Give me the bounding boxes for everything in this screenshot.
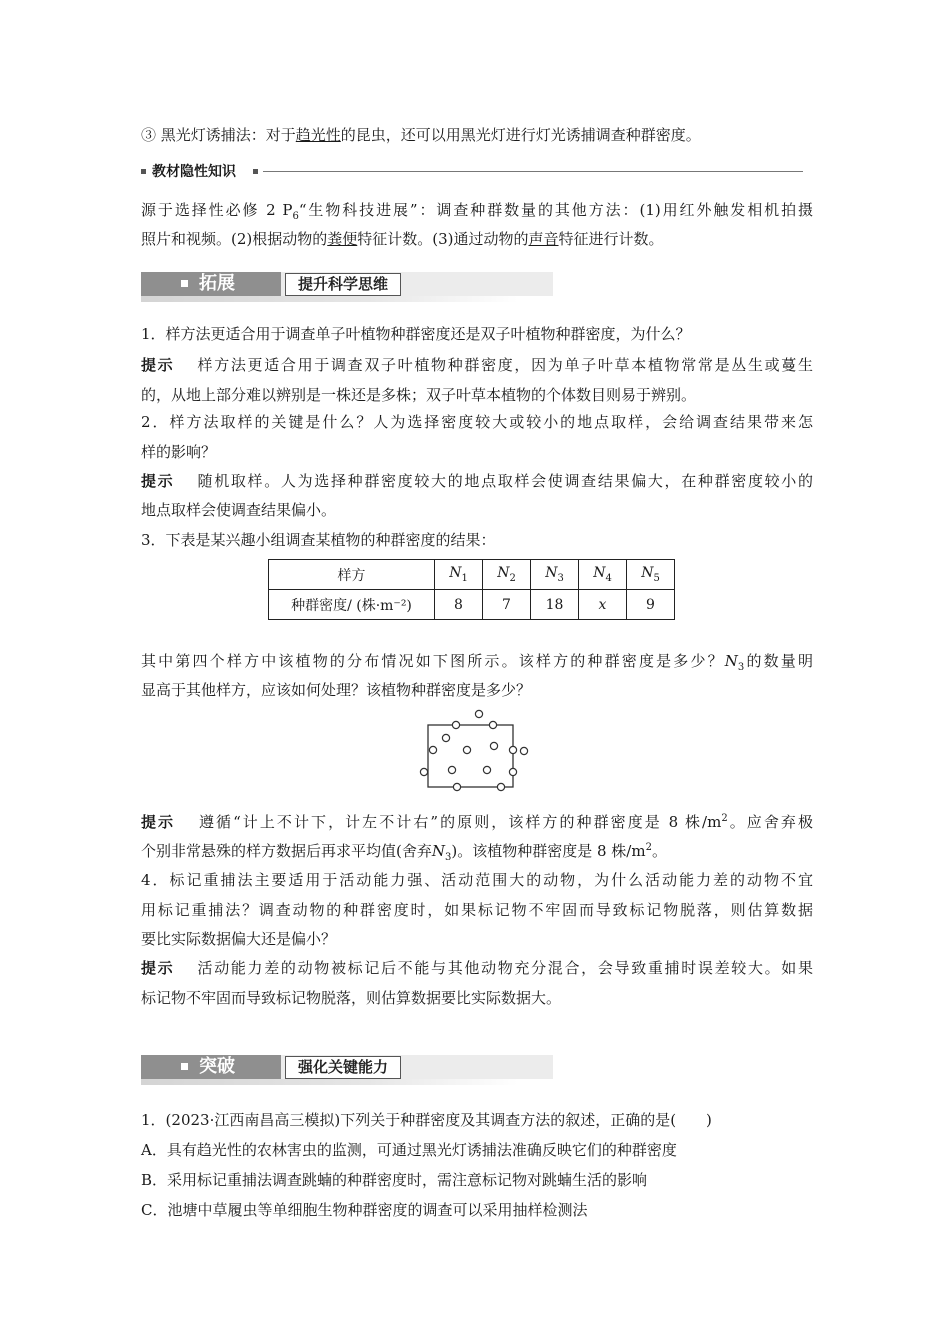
table-cell: 18 xyxy=(531,590,579,620)
question-4-line-3: 要比实际数据偏大还是偏小？ xyxy=(141,930,337,948)
plant-dot xyxy=(497,783,504,790)
plant-dot xyxy=(429,746,436,753)
hidden-line-2 xyxy=(141,229,813,249)
plant-dot xyxy=(483,766,490,773)
table-cell: x xyxy=(579,590,627,620)
answer-2-line-2: 地点取样会使调查结果偏小。 xyxy=(141,501,337,519)
answer-text: 。应舍弃极 xyxy=(727,813,813,831)
plant-dot xyxy=(420,768,427,775)
plant-dot xyxy=(509,746,516,753)
question-3: 3．下表是某兴趣小组调查某植物的种群密度的结果： xyxy=(141,531,496,549)
answer-text: 活动能力差的动物被标记后不能与其他动物充分混合，会导致重捕时误差较大。如果 xyxy=(197,959,813,977)
table-header-row xyxy=(269,560,675,590)
method3-text-b: 的昆虫，还可以用黑光灯进行灯光诱捕调查种群密度。 xyxy=(340,126,701,144)
mc-option-a: A．具有趋光性的农林害虫的监测，可通过黑光灯诱捕法准确反映它们的种群密度 xyxy=(141,1141,677,1159)
answer-4-line-1 xyxy=(141,958,813,978)
plant-dot xyxy=(463,746,470,753)
quadrat-square xyxy=(428,725,513,787)
plant-dot xyxy=(509,768,516,775)
plant-dot xyxy=(442,734,449,741)
heading-bullet-left xyxy=(141,169,146,174)
hidden-text: 照片和视频。(2)根据动物的 xyxy=(141,230,328,248)
table-header-cell: $N_4$ xyxy=(579,560,627,590)
table-header-cell: 样方 xyxy=(269,560,435,590)
answer-1-line-2: 的，从地上部分难以辨别是一株还是多株；双子叶草本植物的个体数目则易于辨别。 xyxy=(141,386,697,404)
mc-question-1: 1．(2023·江西南昌高三模拟)下列关于种群密度及其调查方法的叙述，正确的是( ) xyxy=(141,1111,712,1129)
answer-text: )。该植物种群密度是 8 株/m xyxy=(451,842,646,860)
plant-dot xyxy=(453,783,460,790)
answer-3-line-2: 个别非常悬殊的样方数据后再求平均值(舍弃$N_3$)。该植物种群密度是 8 株$/m^2$。 xyxy=(141,842,667,863)
question-text: 的数量明 xyxy=(744,652,813,670)
hidden-text: “生物科技进展”：调查种群数量的其他方法：(1)用红外触发相机拍摄 xyxy=(298,201,813,219)
table-cell: 8 xyxy=(435,590,483,620)
question-1: 1．样方法更适合用于调查单子叶植物种群密度还是双子叶植物种群密度，为什么？ xyxy=(141,325,691,343)
plant-dot xyxy=(490,742,497,749)
banner-tag: 突破 xyxy=(199,1056,235,1077)
question-2-line-2: 样的影响？ xyxy=(141,443,217,461)
question-4-line-1: 4．标记重捕法主要适用于活动能力强、活动范围大的动物，为什么活动能力差的动物不宜 xyxy=(141,871,813,889)
answer-text: 个别非常悬殊的样方数据后再求平均值(舍弃 xyxy=(141,842,432,860)
answer-text: 随机取样。人为选择种群密度较大的地点取样会使调查结果偏大，在种群密度较小的 xyxy=(197,472,813,490)
mc-option-b: B．采用标记重捕法调查跳蝻的种群密度时，需注意标记物对跳蝻生活的影响 xyxy=(141,1171,648,1189)
hidden-text: 源于选择性必修 2 P xyxy=(141,201,293,219)
hidden-knowledge-heading xyxy=(141,162,813,182)
section-banner-expand xyxy=(141,272,518,302)
hint-label: 提示 xyxy=(141,959,175,977)
table-header-cell: $N_3$ xyxy=(531,560,579,590)
banner-label: 强化关键能力 xyxy=(285,1056,401,1079)
method3-line xyxy=(141,125,813,145)
mc-option-c: C．池塘中草履虫等单细胞生物种群密度的调查可以采用抽样检测法 xyxy=(141,1201,588,1219)
question-3b-line-2: 显高于其他样方，应该如何处理？该植物种群密度是多少？ xyxy=(141,681,532,699)
hint-label: 提示 xyxy=(141,356,175,374)
subscript: 6 xyxy=(292,211,299,222)
table-header-cell: $N_5$ xyxy=(627,560,675,590)
hint-label: 提示 xyxy=(141,813,176,831)
hidden-line-1 xyxy=(141,200,813,227)
quadrat-table xyxy=(268,559,675,620)
hint-label: 提示 xyxy=(141,472,175,490)
table-header-cell: $N_1$ xyxy=(435,560,483,590)
answer-2-line-1 xyxy=(141,471,813,491)
table-cell: 7 xyxy=(483,590,531,620)
plant-dot xyxy=(448,766,455,773)
method3-underlined: 趋光性 xyxy=(295,126,341,144)
table-row-label: 种群密度/ (株·m⁻²) xyxy=(269,590,435,620)
table-row xyxy=(269,590,675,620)
hidden-knowledge-title: 教材隐性知识 xyxy=(152,164,236,180)
question-2-line-1: 2．样方法取样的关键是什么？人为选择密度较大或较小的地点取样，会给调查结果带来怎 xyxy=(141,413,813,431)
answer-text: 。 xyxy=(651,842,667,860)
banner-square-icon xyxy=(181,1063,188,1070)
underlined-text: 声音 xyxy=(528,230,559,248)
quadrat-figure xyxy=(416,708,532,796)
answer-1-line-1 xyxy=(141,355,813,375)
table-header-cell: $N_2$ xyxy=(483,560,531,590)
banner-square-icon xyxy=(181,280,188,287)
hidden-text: 特征进行计数。 xyxy=(558,230,664,248)
plant-dot xyxy=(520,747,527,754)
heading-bullet-right xyxy=(253,169,258,174)
plant-dot xyxy=(475,710,482,717)
method3-text-a: ③ 黑光灯诱捕法：对于 xyxy=(141,126,296,144)
table-cell: 9 xyxy=(627,590,675,620)
heading-rule xyxy=(263,171,803,172)
plant-dot xyxy=(489,721,496,728)
plant-dot xyxy=(452,721,459,728)
answer-3-line-1: 提示 遵循“计上不计下，计左不计右”的原则，该样方的种群密度是 8 株$/m^2$。应舍弃极 xyxy=(141,813,813,831)
section-banner-breakthrough xyxy=(141,1055,518,1085)
banner-label: 提升科学思维 xyxy=(285,273,401,296)
banner-tag: 拓展 xyxy=(199,273,235,294)
question-text: 其中第四个样方中该植物的分布情况如下图所示。该样方的种群密度是多少？ xyxy=(141,652,725,670)
answer-text: 样方法更适合用于调查双子叶植物种群密度，因为单子叶草本植物常常是丛生或蔓生 xyxy=(197,356,813,374)
question-4-line-2: 用标记重捕法？调查动物的种群密度时，如果标记物不牢固而导致标记物脱落，则估算数据 xyxy=(141,901,813,919)
answer-text: 遵循“计上不计下，计左不计右”的原则，该样方的种群密度是 8 株/m xyxy=(198,813,722,831)
hidden-text: 特征计数。(3)通过动物的 xyxy=(357,230,529,248)
underlined-text: 粪便 xyxy=(327,230,358,248)
question-3b-line-1: 其中第四个样方中该植物的分布情况如下图所示。该样方的种群密度是多少？$N_3$的数量明 xyxy=(141,652,813,673)
answer-4-line-2: 标记物不牢固而导致标记物脱落，则估算数据要比实际数据大。 xyxy=(141,989,562,1007)
